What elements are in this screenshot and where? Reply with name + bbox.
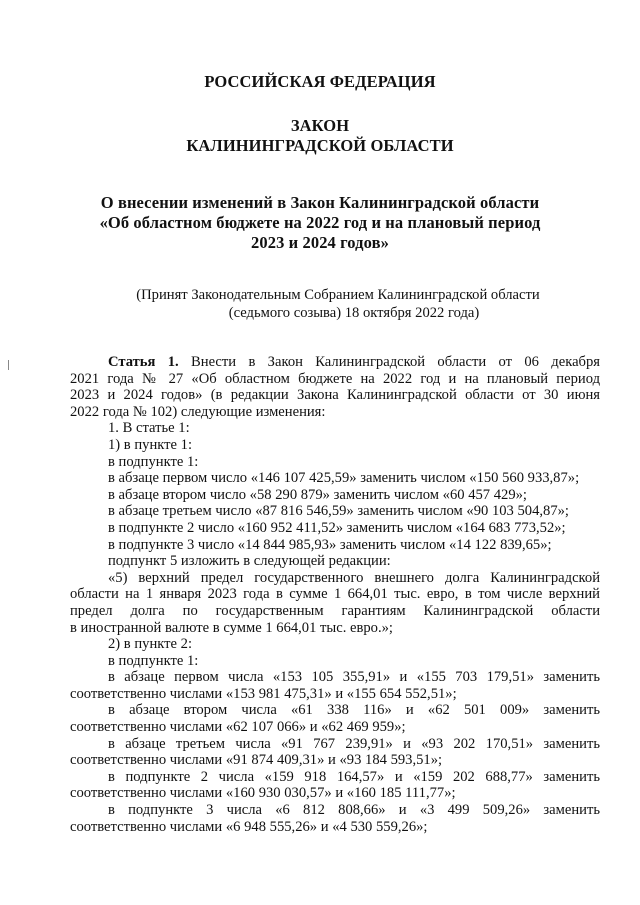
- amend-2-line-2: соответственно числами «62 107 066» и «62 469 959»;: [70, 719, 406, 736]
- title-line-2: «Об областном бюджете на 2022 год и на плановый период: [99, 213, 541, 232]
- amend-2-line-1: в абзаце втором числа «61 338 116» и «62 501 009» заменить: [108, 702, 600, 719]
- title-line-3: 2023 и 2024 годов»: [251, 233, 389, 252]
- region-heading: КАЛИНИНГРАДСКОЙ ОБЛАСТИ: [186, 136, 454, 155]
- item-article-1: 1. В статье 1:: [108, 420, 190, 437]
- p5-line-3: предел долга по государственным гарантиям Калининградской области: [70, 602, 600, 619]
- item-point-2: 2) в пункте 2:: [108, 636, 193, 653]
- country-heading: РОССИЙСКАЯ ФЕДЕРАЦИЯ: [204, 72, 436, 91]
- amend-1-line-2: соответственно числами «153 981 475,31» и «155 654 552,51»;: [70, 685, 457, 702]
- item-paragraph-3: в абзаце третьем число «87 816 546,59» заменить числом «90 103 504,87»;: [108, 503, 569, 520]
- amend-4-line-1: в подпункте 2 числа «159 918 164,57» и «159 202 688,77» заменить: [108, 768, 600, 785]
- p5-line-4: в иностранной валюте в сумме 1 664,01 тыс. евро.»;: [70, 619, 393, 636]
- amend-1-line-1: в абзаце первом числа «153 105 355,91» и «155 703 179,51» заменить: [108, 669, 600, 686]
- article-intro-line-1: Статья 1. Внести в Закон Калининградской области от 06 декабря: [108, 354, 600, 370]
- p5-line-2: области на 1 января 2023 года в сумме 1 664,01 тыс. евро, в том числе верхний: [70, 586, 600, 603]
- item-subpoint-2: в подпункте 2 число «160 952 411,52» заменить числом «164 683 773,52»;: [108, 519, 566, 536]
- item-paragraph-1: в абзаце первом число «146 107 425,59» заменить числом «150 560 933,87»;: [108, 470, 580, 487]
- p5-line-1: «5) верхний предел государственного внешнего долга Калининградской: [108, 569, 600, 586]
- article-intro-line-2: 2021 года № 27 «Об областном бюджете на 2022 год и на плановый период: [70, 370, 600, 387]
- law-label: ЗАКОН: [290, 116, 350, 135]
- item-subpoint-5: подпункт 5 изложить в следующей редакции:: [108, 553, 391, 570]
- item-subpoint-1b: в подпункте 1:: [108, 652, 199, 669]
- article-intro-line-4: 2022 года № 102) следующие изменения:: [70, 403, 326, 420]
- title-line-1: О внесении изменений в Закон Калининградской области: [100, 193, 540, 212]
- item-subpoint-1: в подпункте 1:: [108, 453, 199, 470]
- amend-3-line-1: в абзаце третьем числа «91 767 239,91» и «93 202 170,51» заменить: [108, 735, 600, 752]
- adoption-line-2: (седьмого созыва) 18 октября 2022 года): [228, 305, 480, 321]
- item-subpoint-3: в подпункте 3 число «14 844 985,93» заменить числом «14 122 839,65»;: [108, 536, 552, 553]
- article-label: Статья 1.: [108, 354, 179, 370]
- amend-5-line-2: соответственно числами «6 948 555,26» и «4 530 559,26»;: [70, 818, 428, 835]
- article-intro-line-3: 2023 и 2024 годов» (в редакции Закона Калининградской области от 30 июня: [70, 387, 600, 404]
- item-point-1: 1) в пункте 1:: [108, 436, 193, 453]
- margin-mark: [8, 360, 9, 370]
- article-body: [70, 354, 600, 835]
- amend-5-line-1: в подпункте 3 числа «6 812 808,66» и «3 499 509,26» заменить: [108, 802, 600, 819]
- amend-4-line-2: соответственно числами «160 930 030,57» и «160 185 111,77»;: [70, 785, 456, 802]
- adoption-line-1: (Принят Законодательным Собранием Калининградской области: [136, 287, 540, 303]
- item-paragraph-2: в абзаце втором число «58 290 879» заменить числом «60 457 429»;: [108, 486, 527, 503]
- amend-3-line-2: соответственно числами «91 874 409,31» и «93 184 593,51»;: [70, 752, 443, 769]
